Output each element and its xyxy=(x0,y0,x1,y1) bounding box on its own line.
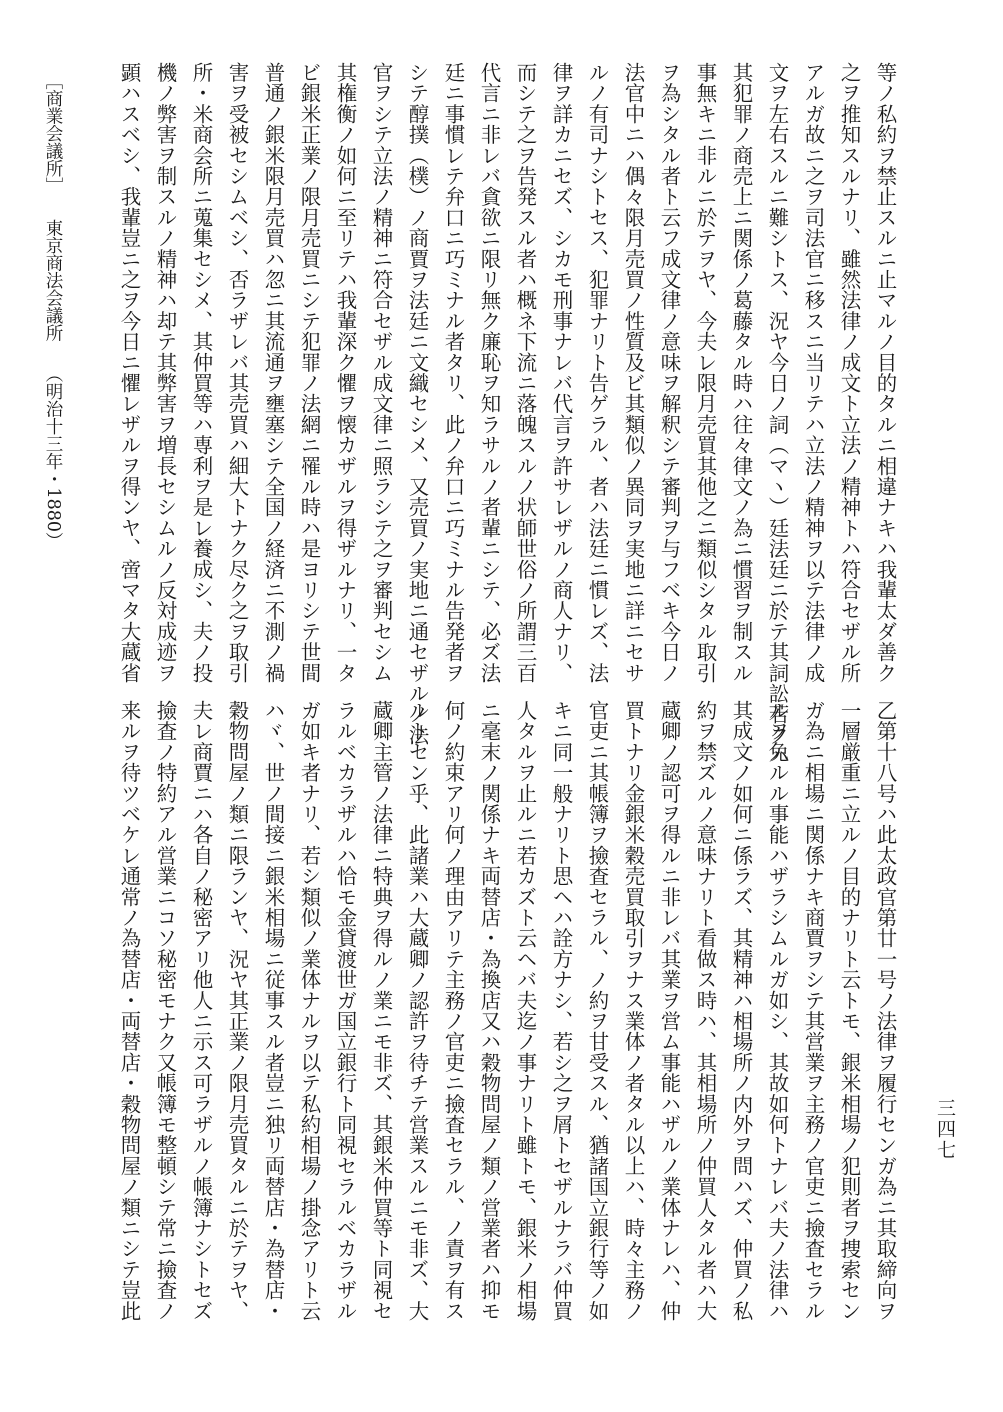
text-column: 律ヲ詳カニセズ、シカモ刑事ナレバ代言ヲ許サレザルノ商人ナリ、 xyxy=(549,62,573,683)
text-column: キニ同一般ナリト思ヘハ詮方ナシ、若シ之ヲ屑トセザルナラバ仲買 xyxy=(549,700,573,1321)
text-column: 買トナリ金銀米穀売買取引ヲナス業体ノ者タル以上ハ、時々主務ノ xyxy=(621,700,645,1321)
text-column: 等ノ私約ヲ禁止スルニ止マルノ目的タルニ相違ナキハ我輩太ダ善ク xyxy=(873,62,897,683)
text-column: ラルベカラザルハ恰モ金貸渡世ガ国立銀行ト同視セラルベカラザル xyxy=(333,700,357,1321)
text-column: 文ヲ左右スルニ難シトス、況ヤ今日ノ詞（マヽ）廷法廷ニ於テ其詞訟若クハ xyxy=(765,62,789,766)
text-column: 乙第十八号ハ此太政官第廿一号ノ法律ヲ履行センガ為ニ其取締向ヲ xyxy=(873,700,897,1321)
text-column: 廷ニ事慣レテ弁口ニ巧ミナル者タリ、此ノ弁口ニ巧ミナル告発者ヲ xyxy=(441,62,465,683)
text-column: 何ノ約束アリ何ノ理由アリテ主務ノ官吏ニ撿査セラル、ノ責ヲ有ス xyxy=(441,700,465,1321)
text-column: 顕ハスベシ、我輩豈ニ之ヲ今日ニ懼レザルヲ得ンヤ、啻マタ大蔵省 xyxy=(117,62,141,683)
text-column: 穀物問屋ノ類ニ限ランヤ、況ヤ其正業ノ限月売買タルニ於テヲヤ、 xyxy=(225,700,249,1321)
text-column: 蔵卿ノ認可ヲ得ルニ非レバ其業ヲ営ム事能ハザルノ業体ナレハ、仲 xyxy=(657,700,681,1321)
text-column: 代言ニ非レバ貪欲ニ限リ無ク廉恥ヲ知ラサルノ者輩ニシテ、必ズ法 xyxy=(477,62,501,683)
upper-text-block xyxy=(103,62,903,766)
text-column: ルノ有司ナシトセス、犯罪ナリト告ゲラル、者ハ法廷ニ慣レズ、法 xyxy=(585,62,609,683)
text-column: ルトセン乎、此諸業ハ大蔵卿ノ認許ヲ待チテ営業スルニモ非ズ、大 xyxy=(405,700,429,1321)
text-column: ガ如キ者ナリ、若シ類似ノ業体ナルヲ以テ私約相場ノ掛念アリト云 xyxy=(297,700,321,1321)
text-column: ヲ為シタル者ト云フ成文律ノ意味ヲ解釈シテ審判ヲ与フベキ今日ノ xyxy=(657,62,681,683)
text-column: 夫レ商賈ニハ各自ノ秘密アリ他人ニ示ス可ラザルノ帳簿ナシトセズ xyxy=(189,700,213,1321)
text-column: 事無キニ非ルニ於テヲヤ、今夫レ限月売買其他之ニ類似シタル取引 xyxy=(693,62,717,683)
running-head-title: 東京商法会議所 xyxy=(43,218,63,341)
text-column: 官吏ニ其帳簿ヲ撿査セラル、ノ約ヲ甘受スル、猶諸国立銀行等ノ如 xyxy=(585,700,609,1321)
text-column: 而シテ之ヲ告発スル者ハ概ネ下流ニ落魄スルノ状師世俗ノ所謂三百 xyxy=(513,62,537,683)
text-column: 官ヲシテ立法ノ精神ニ符合セザル成文律ニ照ラシテ之ヲ審判セシム xyxy=(369,62,393,683)
text-column: 人タルヲ止ルニ若カズト云ヘバ夫迄ノ事ナリト雖トモ、銀米ノ相場 xyxy=(513,700,537,1321)
text-column: 所・米商会所ニ蒐集セシメ、其仲買等ハ専利ヲ是レ養成シ、夫ノ投 xyxy=(189,62,213,684)
text-column: 蔵卿主管ノ法律ニ特典ヲ得ルノ業ニモ非ズ、其銀米仲買等ト同視セ xyxy=(369,700,393,1321)
running-head-date: （明治十三年・1880） xyxy=(43,365,63,550)
text-column: 其権衡ノ如何ニ至リテハ我輩深ク懼ヲ懐カザルヲ得ザルナリ、一タ xyxy=(333,62,357,683)
text-column: アルガ故ニ之ヲ司法官ニ移スニ当リテハ立法ノ精神ヲ以テ法律ノ成 xyxy=(801,62,825,683)
text-column: 普通ノ銀米限月売買ハ忽ニ其流通ヲ壅塞シテ全国ノ経済ニ不測ノ禍 xyxy=(261,62,285,683)
lower-text-block xyxy=(103,700,903,1321)
text-column: 法官中ニハ偶々限月売買ノ性質及ビ其類似ノ異同ヲ実地ニ詳ニセサ xyxy=(621,62,645,683)
text-column: 害ヲ受被セシムベシ、否ラザレバ其売買ハ細大トナク尽ク之ヲ取引 xyxy=(225,62,249,683)
text-column: 之ヲ推知スルナリ、雖然法律ノ成文ト立法ノ精神トハ符合セザル所 xyxy=(837,62,861,683)
running-head xyxy=(40,72,66,550)
text-column: ガ為ニ相場ニ関係ナキ商賈ヲシテ其営業ヲ主務ノ官吏ニ撿査セラル xyxy=(801,700,825,1321)
running-head-section: ［商業会議所］ xyxy=(43,72,63,195)
page-number: 三四七 xyxy=(934,1098,956,1161)
text-column: 撿査ノ特約アル営業ニコソ秘密モナク又帳簿モ整頓シテ常ニ撿査ノ xyxy=(153,700,177,1321)
text-column: 其成文ノ如何ニ係ラズ、其精神ハ相場所ノ内外ヲ問ハズ、仲買ノ私 xyxy=(729,700,753,1321)
text-column: ハヾ、世ノ間接ニ銀米相場ニ従事スル者豈ニ独リ両替店・為替店・ xyxy=(261,700,285,1321)
text-column: ニ毫末ノ関係ナキ両替店・為換店又ハ穀物問屋ノ類ノ営業者ハ抑モ xyxy=(477,700,501,1321)
text-column: ルヲ免ルル事能ハザラシムルガ如シ、其故如何トナレバ夫ノ法律ハ xyxy=(765,700,789,1321)
text-column: 其犯罪ノ商売上ニ関係ノ葛藤タル時ハ往々律文ノ為ニ慣習ヲ制スル xyxy=(729,62,753,683)
text-column: 来ルヲ待ツベケレ通常ノ為替店・両替店・穀物問屋ノ類ニシテ豈此 xyxy=(117,700,141,1321)
text-column: 機ノ弊害ヲ制スルノ精神ハ却テ其弊害ヲ増長セシムルノ反対成迹ヲ xyxy=(153,62,177,683)
text-column: ビ銀米正業ノ限月売買ニシテ犯罪ノ法網ニ罹ル時ハ是ヨリシテ世間 xyxy=(297,62,321,683)
text-column: シテ醇撲（樸）ノ商賈ヲ法廷ニ文織セシメ、又売買ノ実地ニ通セザルノ法 xyxy=(405,62,429,746)
text-column: 約ヲ禁ズルノ意味ナリト看做ス時ハ、其相場所ノ仲買人タル者ハ大 xyxy=(693,700,717,1321)
text-column: 一層厳重ニ立ルノ目的ナリト云トモ、銀米相場ノ犯則者ヲ捜索セン xyxy=(837,700,861,1321)
